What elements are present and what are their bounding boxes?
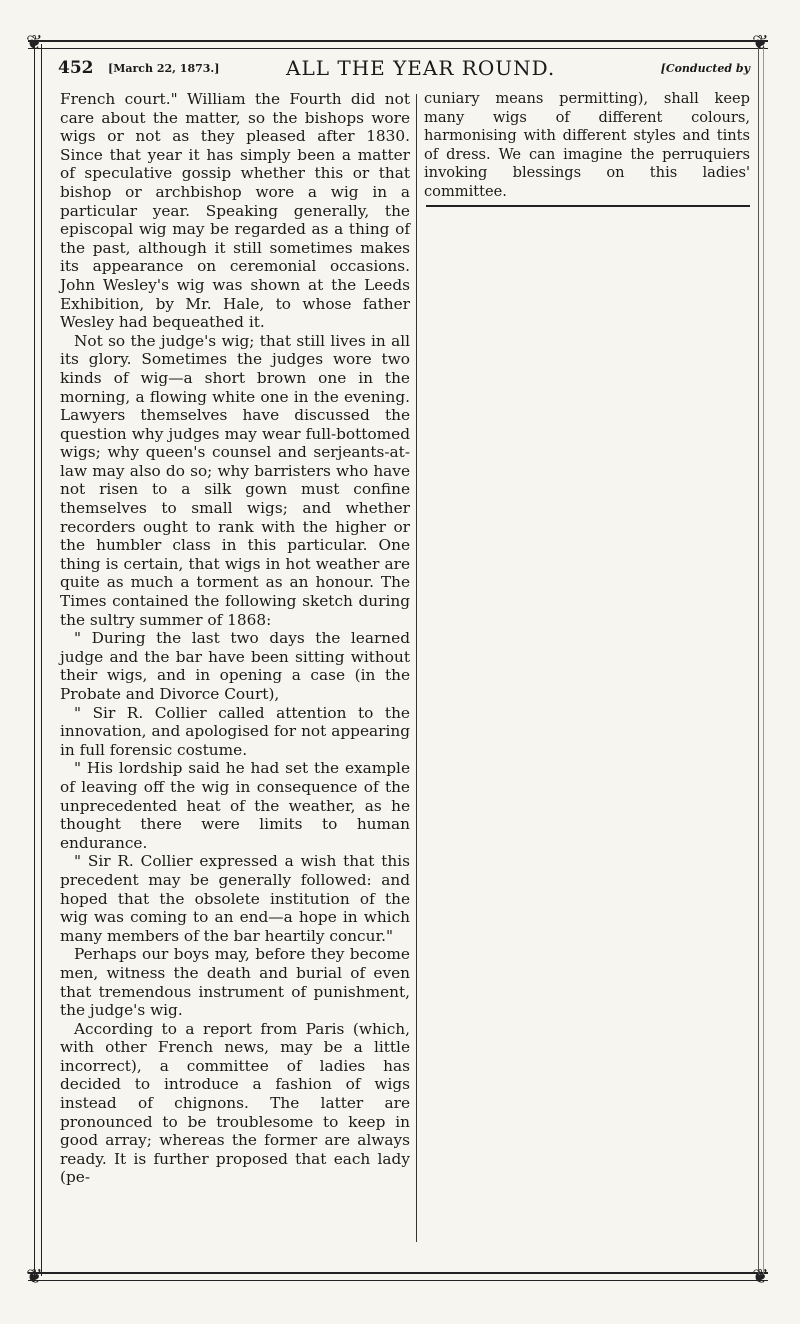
- paragraph: " Sir R. Collier expressed a wish that this precedent may be generally followed: and hoped that the obsolete institution of the wig was coming to an end—a hope in which many members of the bar heartily concur.": [60, 852, 410, 945]
- issue-date: [March 22, 1873.]: [108, 62, 220, 75]
- column-divider: [416, 94, 417, 1242]
- corner-ornament-icon: ❦: [752, 1264, 769, 1288]
- right-column: [424, 90, 750, 202]
- conducted-by: [Conducted by: [660, 62, 750, 75]
- paragraph: " His lordship said he had set the example of leaving off the wig in consequence of the unprecedented heat of the weather, as he thought there were limits to human endurance.: [60, 759, 410, 852]
- corner-ornament-icon: ❦: [26, 1264, 43, 1288]
- page-frame-right-rule: [758, 44, 764, 1276]
- paragraph: Not so the judge's wig; that still lives in all its glory. Sometimes the judges wore two kinds of wig—a short brown one in the morning, a flowing white one in the evening. Lawyers themselves have discussed the question why judges may wear full-bottomed wigs; why queen's counsel and serjeants-at-law may also do so; why barristers who have not risen to a silk gown must confine themselves to small wigs; and whether recorders ought to rank with the higher or the humbler class in this particular. One thing is certain, that wigs in hot weather are quite as much a torment as an honour. The Times contained the following sketch during the sultry summer of 1868:: [60, 331, 410, 629]
- page-frame-bottom-rule: [28, 1272, 768, 1281]
- paragraph: According to a report from Paris (which, with other French news, may be a little incorrect), a committee of ladies has decided to introduce a fashion of wigs instead of chignons. The latter are pronounced to be troublesome to keep in good array; whereas the former are always ready. It is further proposed that each lady (pe-: [60, 1019, 410, 1187]
- corner-ornament-icon: ❦: [26, 30, 43, 54]
- paragraph: " During the last two days the learned judge and the bar have been sitting without their wigs, and in opening a case (in the Probate and Divorce Court),: [60, 629, 410, 703]
- paragraph: " Sir R. Collier called attention to the innovation, and apologised for not appearing in full forensic costume.: [60, 703, 410, 759]
- page-header: [58, 54, 750, 80]
- paragraph: French court." William the Fourth did not care about the matter, so the bishops wore wigs or not as they pleased after 1830. Since that year it has simply been a matter of speculative gossip whether this or that bishop or archbishop wore a wig in a particular year. Speaking generally, the episcopal wig may be regarded as a thing of the past, although it still sometimes makes its appearance on ceremonial occasions. John Wesley's wig was shown at the Leeds Exhibition, by Mr. Hale, to whose father Wesley had bequeathed it.: [60, 90, 410, 332]
- paragraph: Perhaps our boys may, before they become men, witness the death and burial of even that tremendous instrument of punishment, the judge's wig.: [60, 945, 410, 1020]
- corner-ornament-icon: ❦: [752, 30, 769, 54]
- page-number: 452: [58, 58, 94, 78]
- paragraph: cuniary means permitting), shall keep many wigs of different colours, harmonising with different styles and tints of dress. We can imagine the perruquiers invoking blessings on this ladies' committee.: [424, 90, 750, 200]
- page-frame-left-rule: [34, 44, 42, 1276]
- page-frame-top-rule: [28, 40, 768, 49]
- left-column: [60, 90, 410, 1187]
- section-end-rule: [426, 205, 750, 207]
- running-title: ALL THE YEAR ROUND.: [286, 56, 556, 80]
